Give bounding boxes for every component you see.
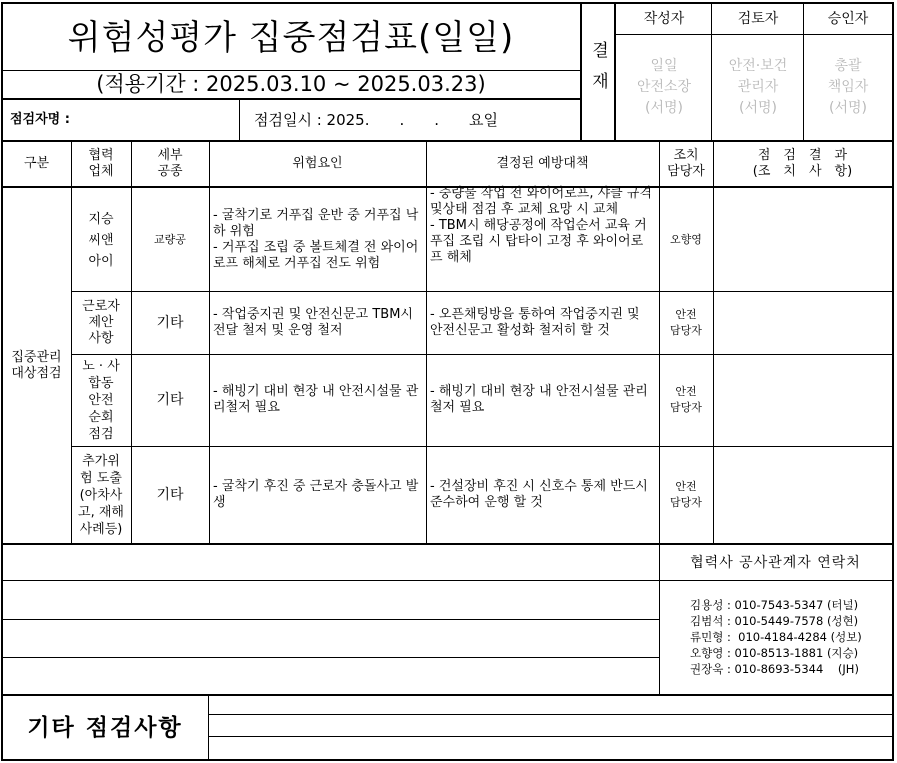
row1-company: 지승 씨앤 아이: [88, 211, 114, 269]
approval-approver-header: 승인자: [827, 11, 869, 27]
rule: [131, 141, 132, 544]
approval-writer-sign[interactable]: 일일 안전소장 (서명): [636, 58, 692, 116]
row1-measure: - 중량물 작업 전 와이어로프, 샤클 규격 및상태 점검 후 교체 요망 시 교체 - TBM시 해당공정에 작업순서 교육 거푸집 조립 시 탑타이 고정 후 와이어로프 해체: [430, 186, 652, 265]
approval-reviewer-sign[interactable]: 안전·보건 관리자 (서명): [728, 58, 788, 116]
rule: [209, 736, 893, 737]
row3-company: 노 · 사 합동 안전 순회 점검: [82, 358, 120, 442]
rule: [1, 186, 893, 188]
row3-risk: - 해빙기 대비 현장 내 안전시설물 관리철저 필요: [213, 384, 419, 415]
contact-item: 권장욱 : 010-8693-5344 (JH): [690, 662, 859, 676]
row3-work-type: 기타: [156, 392, 184, 408]
rule: [614, 2, 616, 141]
approval-label: [582, 4, 614, 139]
rule: [659, 141, 660, 695]
row2-company: 근로자 제안 사항: [82, 299, 120, 346]
row3-manager: 안전 담당자: [670, 385, 702, 414]
other-inspection-label: 기타 점검사항: [27, 715, 183, 741]
page-title: 위험성평가 집중점검표(일일): [67, 18, 515, 58]
row2-risk: - 작업중지권 및 안전신문고 TBM시 전달 철저 및 운영 철저: [213, 307, 413, 338]
row4-manager: 안전 담당자: [670, 480, 702, 509]
rule: [1, 619, 659, 620]
col-header-manager: 조치 담당자: [667, 148, 705, 179]
row2-manager: 안전 담당자: [670, 308, 702, 337]
rule: [209, 714, 893, 715]
rule: [1, 140, 893, 142]
border-right: [892, 2, 894, 761]
row4-measure: - 건설장비 후진 시 신호수 통제 반드시 준수하여 운행 할 것: [430, 479, 648, 510]
approval-writer-header: 작성자: [643, 11, 685, 27]
approval-label-text: 결재: [588, 40, 608, 103]
row1-result[interactable]: [713, 188, 892, 292]
row2-work-type: 기타: [156, 315, 184, 331]
rule: [1, 543, 893, 545]
col-header-company: 협력 업체: [88, 148, 114, 179]
col-header-category: 구분: [23, 156, 50, 171]
col-header-result: 점 검 결 과 (조 치 사 항): [752, 148, 853, 179]
approval-reviewer-header: 검토자: [737, 11, 779, 27]
rule: [1, 580, 893, 581]
contacts-list: [690, 597, 890, 689]
rule: [1, 694, 893, 696]
inspection-date-label: 점검일시 : 2025. . . 요일: [254, 111, 499, 129]
row1-work-type: 교량공: [154, 233, 186, 246]
row4-work-type: 기타: [156, 487, 184, 503]
rule: [1, 657, 659, 658]
rule: [71, 291, 893, 292]
rule: [71, 141, 72, 544]
row4-risk: - 굴착기 후진 중 근로자 충돌사고 발생: [213, 479, 419, 510]
rule: [711, 2, 712, 141]
row2-measure: - 오픈채팅방을 통하여 작업중지권 및 안전신문고 활성화 철저히 할 것: [430, 307, 640, 338]
rule: [208, 695, 209, 760]
row4-company: 추가위 험 도출 (아차사 고, 재해 사례등): [78, 453, 124, 537]
category-cell: 집중관리 대상점검: [11, 350, 62, 381]
row1-risk: - 굴착기로 거푸집 운반 중 거푸집 낙하 위험 - 거푸집 조립 중 볼트체결 전 와이어로프 해체로 거푸집 전도 위험: [213, 208, 419, 271]
rule: [2, 70, 580, 71]
contact-item: 류민형 : 010-4184-4284 (성보): [690, 630, 862, 644]
row2-result[interactable]: [713, 292, 892, 354]
inspector-name-label: 점검자명 :: [10, 112, 70, 127]
rule: [614, 34, 892, 35]
rule: [71, 354, 893, 355]
rule: [713, 141, 714, 544]
contact-item: 오향영 : 010-8513-1881 (지승): [690, 646, 859, 660]
contact-item: 김용성 : 010-7543-5347 (터널): [690, 598, 859, 612]
rule: [2, 98, 580, 100]
contact-item: 김범석 : 010-5449-7578 (성현): [690, 614, 859, 628]
rule: [239, 99, 240, 140]
rule: [209, 141, 210, 544]
border-bottom: [1, 759, 894, 761]
row3-result[interactable]: [713, 354, 892, 446]
rule: [803, 2, 804, 141]
approval-approver-sign[interactable]: 총괄 책임자 (서명): [827, 58, 869, 116]
contacts-title: 협력사 공사관계자 연락처: [690, 555, 861, 571]
col-header-measure: 결정된 예방대책: [496, 156, 589, 171]
other-inspection-field[interactable]: [209, 696, 892, 760]
rule: [426, 141, 427, 544]
border-left: [1, 2, 3, 761]
row3-measure: - 해빙기 대비 현장 내 안전시설물 관리철저 필요: [430, 384, 648, 415]
row1-manager: 오향영: [670, 233, 702, 246]
rule: [71, 446, 893, 447]
applicable-period: (적용기간 : 2025.03.10 ~ 2025.03.23): [96, 72, 486, 96]
rule: [580, 2, 582, 141]
col-header-work-type: 세부 공종: [157, 148, 183, 179]
border-top: [1, 2, 893, 4]
row4-result[interactable]: [713, 446, 892, 544]
col-header-risk: 위험요인: [292, 156, 343, 171]
